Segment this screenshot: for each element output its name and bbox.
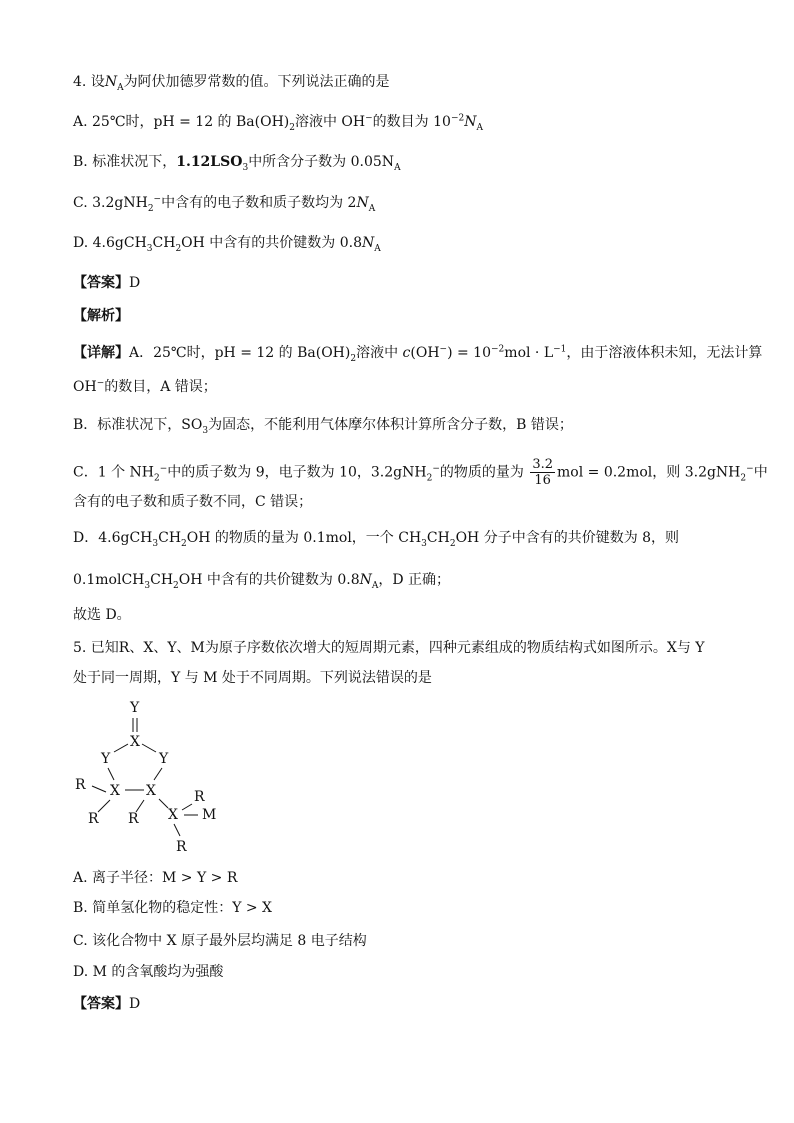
q4-detail-line-2: OH−的数目，A 错误；: [73, 378, 217, 395]
atom-x-right: X: [146, 783, 156, 799]
atom-r: R: [176, 839, 187, 855]
bond: [154, 768, 162, 780]
atom-y-top: Y: [130, 700, 140, 716]
q4-detail-line-5: 含有的电子数和质子数不同，C 错误；: [73, 494, 313, 510]
q5-option-b: B. 简单氢化物的稳定性：Y > X: [73, 900, 273, 916]
atom-r: R: [194, 789, 205, 805]
q5-option-d: D. M 的含氧酸均为强酸: [73, 964, 224, 980]
q4-detail-line-1: 【详解】A．25℃时，pH = 12 的 $Ba(OH)_2$溶液中 $c(OH^-) = 10^{-2}mol \cdot L^{-1}$，由于溶液体积未知，无法计算: [73, 344, 763, 364]
bond: [159, 799, 168, 808]
q5-option-c: C. 该化合物中 X 原子最外层均满足 8 电子结构: [73, 933, 367, 949]
bond: [92, 786, 106, 792]
atom-x-left: X: [110, 783, 120, 799]
q4-option-b: B. 标准状况下，$1.12LSO_3$中所含分子数为 $0.05N_A$: [73, 154, 401, 173]
bond: [98, 800, 110, 812]
q4-detail-line-7: $0.1molCH_3CH_2OH$ 中含有的共价键数为 $0.8N_A$，D 正确；: [73, 572, 451, 591]
bond: [174, 824, 180, 836]
q4-analysis-label: 【解析】: [73, 308, 129, 324]
q5-option-a: A. 离子半径：M > Y > R: [73, 870, 238, 886]
q4-option-d: D. $4.6gCH_3CH_2OH$ 中含有的共价键数为 $0.8N_A$: [73, 235, 381, 254]
q4-detail-line-8: 故选 D。: [73, 607, 131, 623]
bond: [108, 768, 114, 780]
atom-r: R: [128, 811, 139, 827]
q4-detail-line-3: B．标准状况下，$SO_3$为固态，不能利用气体摩尔体积计算所含分子数，B 错误；: [73, 417, 573, 436]
q4-detail-line-6: D．$4.6gCH_3CH_2OH$ 的物质的量为 0.1mol，一个 $CH_3CH_2OH$ 分子中含有的共价键数为 8，则: [73, 530, 680, 549]
structural-formula-diagram: [70, 698, 240, 858]
atom-m: M: [202, 807, 217, 823]
atom-x-lower: X: [168, 807, 178, 823]
atom-r: R: [75, 777, 86, 793]
q4-detail-line-4: C．1 个 $NH_2^-$中的质子数为 9，电子数为 10，3.2gNH$_2$−的物质的量为 $\frac{3.2}{16}$ mol = 0.2mol，则 3.2gNH$_2$−中: [73, 457, 768, 488]
bond: [114, 744, 128, 752]
q5-answer: 【答案】D: [73, 996, 141, 1012]
bond: [182, 804, 192, 810]
q4-stem: 4. 设$N_A$为阿伏加德罗常数的值。下列说法正确的是: [73, 74, 390, 93]
q5-stem-line-1: 5. 已知R、X、Y、M为原子序数依次增大的短周期元素，四种元素组成的物质结构式如图所示。X与 Y: [73, 640, 705, 656]
atom-y-right: Y: [159, 751, 169, 767]
q5-stem-line-2: 处于同一周期，Y 与 M 处于不同周期。下列说法错误的是: [73, 670, 432, 686]
atom-x-top: X: [130, 734, 140, 750]
bond: [142, 744, 156, 752]
fraction: $\frac{3.2}{16}$: [532, 457, 553, 488]
q4-answer: 【答案】D: [73, 275, 141, 291]
q4-option-c: C. 3.2gNH$_2$−中含有的电子数和质子数均为 $2N_A$: [73, 194, 376, 214]
atom-y-left: Y: [101, 751, 111, 767]
atom-r: R: [88, 811, 99, 827]
q4-option-a: A. 25℃时，pH = 12 的 $Ba(OH)_2$溶液中 OH−的数目为 $10^{-2}N_A$: [73, 113, 483, 133]
